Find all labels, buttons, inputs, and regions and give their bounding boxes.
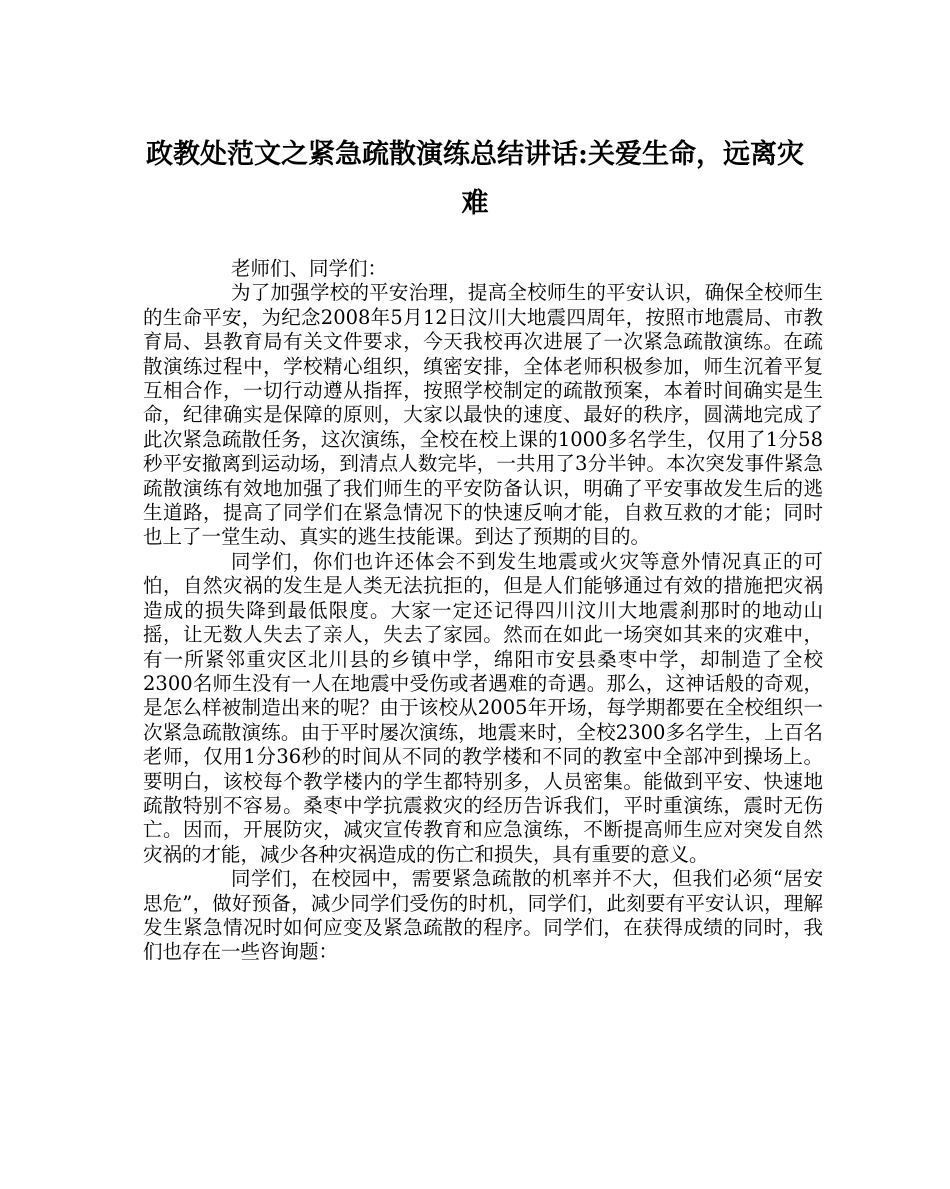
- body-paragraph: 同学们，你们也许还体会不到发生地震或火灾等意外情况真正的可怕，自然灾祸的发生是人类无法抗拒的，但是人们能够通过有效的措施把灾祸造成的损失降到最低限度。大家一定还记得四川汶川大地震刹那时的地动山摇，让无数人失去了亲人，失去了家园。然而在如此一场突如其来的灾难中，有一所紧邻重灾区北川县的乡镇中学，绵阳市安县桑枣中学，却制造了全校2300名师生没有一人在地震中受伤或者遇难的奇遇。那么，这神话般的奇观，是怎么样被制造出来的呢？由于该校从2005年开场，每学期都要在全校组织一次紧急疏散演练。由于平时屡次演练，地震来时，全校2300多名学生，上百名老师，仅用1分36秒的时间从不同的教学楼和不同的教室中全部冲到操场上。要明白，该校每个教学楼内的学生都特别多，人员密集。能做到平安、快速地疏散特别不容易。桑枣中学抗震救灾的经历告诉我们，平时重演练，震时无伤亡。因而，开展防灾，减灾宣传教育和应急演练，不断提高师生应对突发自然灾祸的才能，减少各种灾祸造成的伤亡和损失，具有重要的意义。: [143, 549, 823, 866]
- greeting-paragraph: 老师们、同学们：: [231, 257, 388, 280]
- body-paragraph: 同学们，在校园中，需要紧急疏散的机率并不大，但我们必须“居安思危”，做好预备，减少同学们受伤的时机，同学们，此刻要有平安认识，理解发生紧急情况时如何应变及紧急疏散的程序。同学们，在获得成绩的同时，我们也存在一些咨询题：: [143, 867, 823, 964]
- document-title: 政教处范文之紧急疏散演练总结讲话:关爱生命，远离灾难: [146, 139, 804, 219]
- body-paragraph: 为了加强学校的平安治理，提高全校师生的平安认识，确保全校师生的生命平安，为纪念2008年5月12日汶川大地震四周年，按照市地震局、市教育局、县教育局有关文件要求，今天我校再次进展了一次紧急疏散演练。在疏散演练过程中，学校精心组织，缜密安排，全体老师积极参加，师生沉着平复互相合作，一切行动遵从指挥，按照学校制定的疏散预案，本着时间确实是生命，纪律确实是保障的原则，大家以最快的速度、最好的秩序，圆满地完成了此次紧急疏散任务，这次演练，全校在校上课的1000多名学生，仅用了1分58秒平安撤离到运动场，到清点人数完毕，一共用了3分半钟。本次突发事件紧急疏散演练有效地加强了我们师生的平安防备认识，明确了平安事故发生后的逃生道路，提高了同学们在紧急情况下的快速反响才能，自救互救的才能；同时也上了一堂生动、真实的逃生技能课。到达了预期的目的。: [143, 281, 823, 549]
- document-body: [143, 257, 823, 965]
